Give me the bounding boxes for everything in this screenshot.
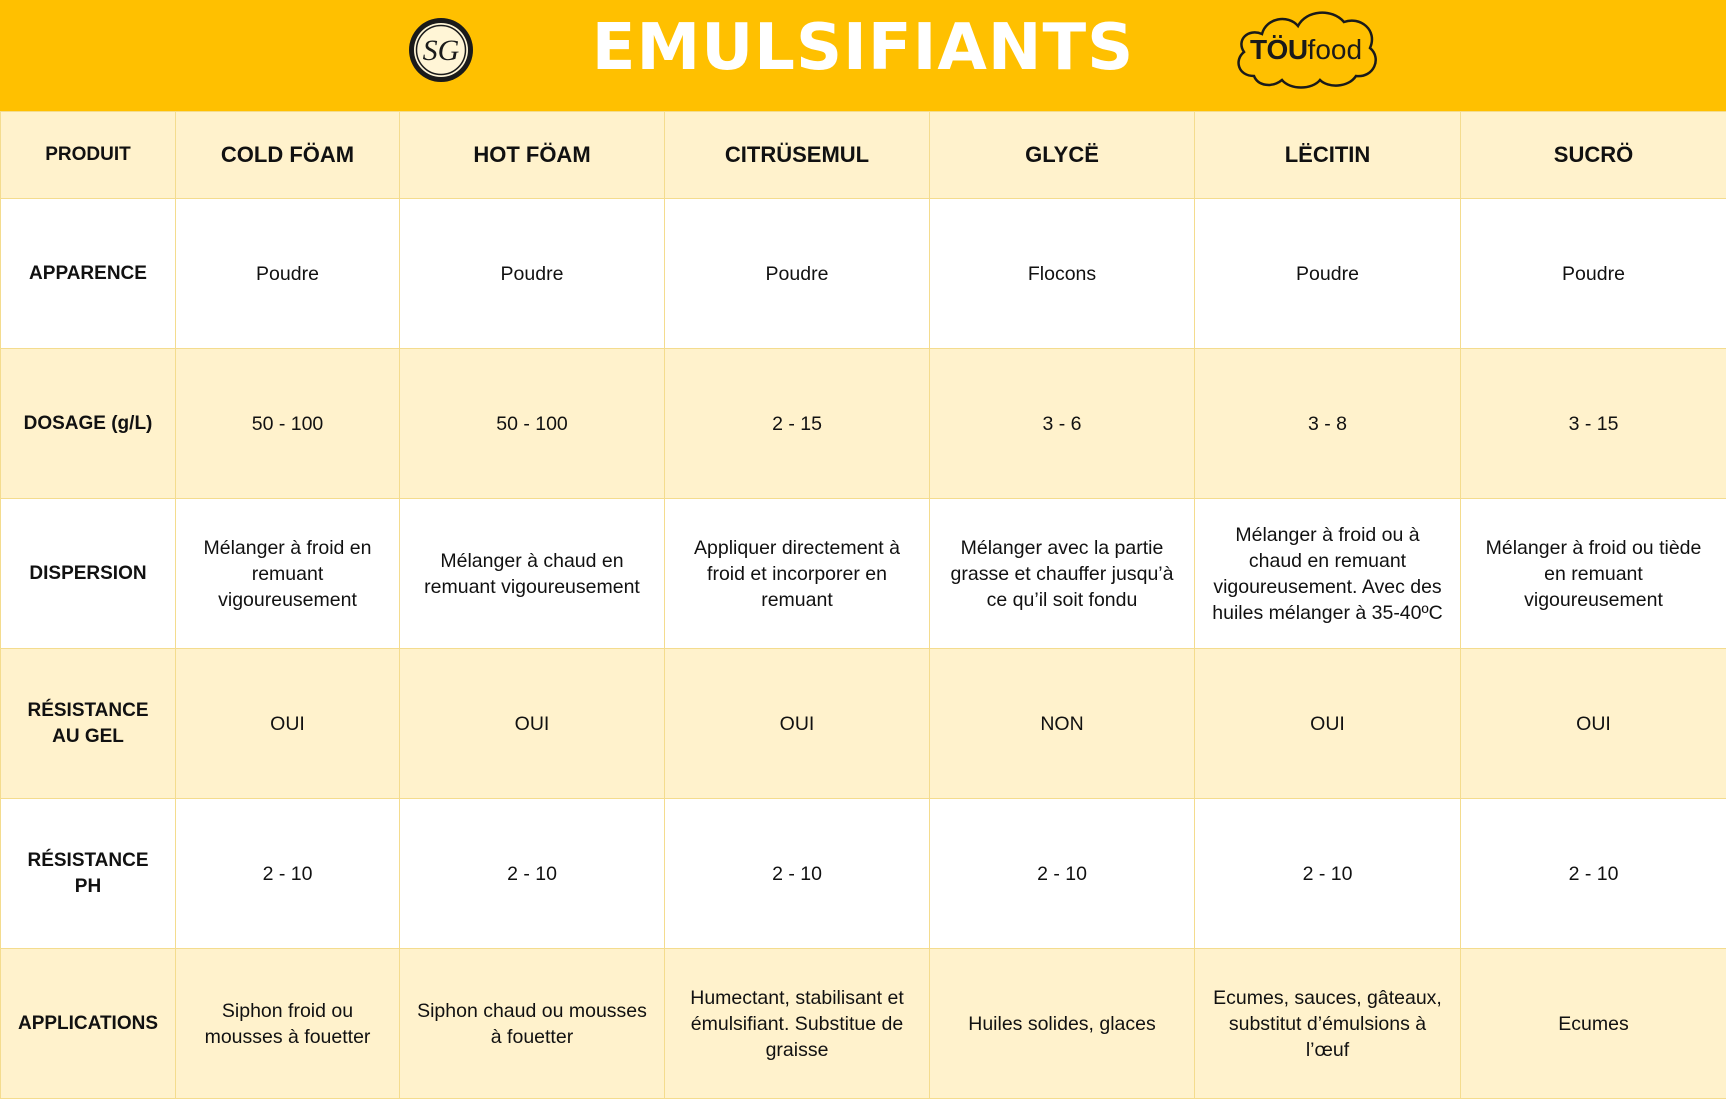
table-cell: 3 - 8 [1195, 349, 1461, 499]
row-label: DISPERSION [1, 499, 176, 649]
header-label-produit: PRODUIT [1, 112, 176, 199]
table-cell: Appliquer directement à froid et incorporer en remuant [665, 499, 930, 649]
table-cell: 3 - 6 [930, 349, 1195, 499]
table-row-applications [1, 949, 1726, 1099]
table-cell: Mélanger à chaud en remuant vigoureusement [400, 499, 665, 649]
table-cell: 2 - 10 [400, 799, 665, 949]
table-row-resistance-ph [1, 799, 1726, 949]
table-row-dosage [1, 349, 1726, 499]
table-cell: Huiles solides, glaces [930, 949, 1195, 1099]
table-cell: Humectant, stabilisant et émulsifiant. Substitue de graisse [665, 949, 930, 1099]
table-cell: Poudre [1195, 199, 1461, 349]
table-cell: OUI [400, 649, 665, 799]
emulsifiers-table [0, 111, 1726, 1099]
row-label: RÉSISTANCE AU GEL [1, 649, 176, 799]
table-cell: Siphon chaud ou mousses à fouetter [400, 949, 665, 1099]
table-cell: OUI [1195, 649, 1461, 799]
table-cell: OUI [665, 649, 930, 799]
toufood-brand-bold: TÖU [1249, 34, 1308, 65]
column-header: GLYCË [930, 112, 1195, 199]
table-cell: Mélanger à froid ou tiède en remuant vigoureusement [1461, 499, 1726, 649]
table-row-apparence [1, 199, 1726, 349]
table-row-resistance-gel [1, 649, 1726, 799]
table-cell: Mélanger avec la partie grasse et chauffer jusqu’à ce qu’il soit fondu [930, 499, 1195, 649]
table-cell: 50 - 100 [176, 349, 400, 499]
table-cell: Siphon froid ou mousses à fouetter [176, 949, 400, 1099]
table-cell: Flocons [930, 199, 1195, 349]
column-header: COLD FÖAM [176, 112, 400, 199]
table-cell: 2 - 10 [176, 799, 400, 949]
row-label: APPARENCE [1, 199, 176, 349]
toufood-brand-light: food [1307, 34, 1363, 65]
row-label: RÉSISTANCE PH [1, 799, 176, 949]
column-header: LËCITIN [1195, 112, 1461, 199]
table-cell: 50 - 100 [400, 349, 665, 499]
column-header: CITRÜSEMUL [665, 112, 930, 199]
sg-monogram-text: SG [422, 34, 460, 67]
table-cell: Poudre [400, 199, 665, 349]
table-cell: NON [930, 649, 1195, 799]
table-cell: 2 - 10 [665, 799, 930, 949]
table-cell: Poudre [1461, 199, 1726, 349]
table-cell: Mélanger à froid en remuant vigoureusement [176, 499, 400, 649]
table-cell: OUI [1461, 649, 1726, 799]
table-row-dispersion [1, 499, 1726, 649]
table-cell: 2 - 10 [930, 799, 1195, 949]
table-header-row [1, 112, 1726, 199]
column-header: HOT FÖAM [400, 112, 665, 199]
table-cell: 2 - 10 [1195, 799, 1461, 949]
table-cell: 3 - 15 [1461, 349, 1726, 499]
table-cell: 2 - 10 [1461, 799, 1726, 949]
row-label: APPLICATIONS [1, 949, 176, 1099]
table-cell: Ecumes, sauces, gâteaux, substitut d’émulsions à l’œuf [1195, 949, 1461, 1099]
table-cell: OUI [176, 649, 400, 799]
column-header: SUCRÖ [1461, 112, 1726, 199]
row-label: DOSAGE (g/L) [1, 349, 176, 499]
toufood-wordmark [1232, 4, 1380, 92]
table-cell: Poudre [665, 199, 930, 349]
table-cell: Mélanger à froid ou à chaud en remuant vigoureusement. Avec des huiles mélanger à 35-40ºC [1195, 499, 1461, 649]
page-title: EMULSIFIANTS [591, 11, 1135, 85]
table-cell: 2 - 15 [665, 349, 930, 499]
table-cell: Poudre [176, 199, 400, 349]
table-cell: Ecumes [1461, 949, 1726, 1099]
